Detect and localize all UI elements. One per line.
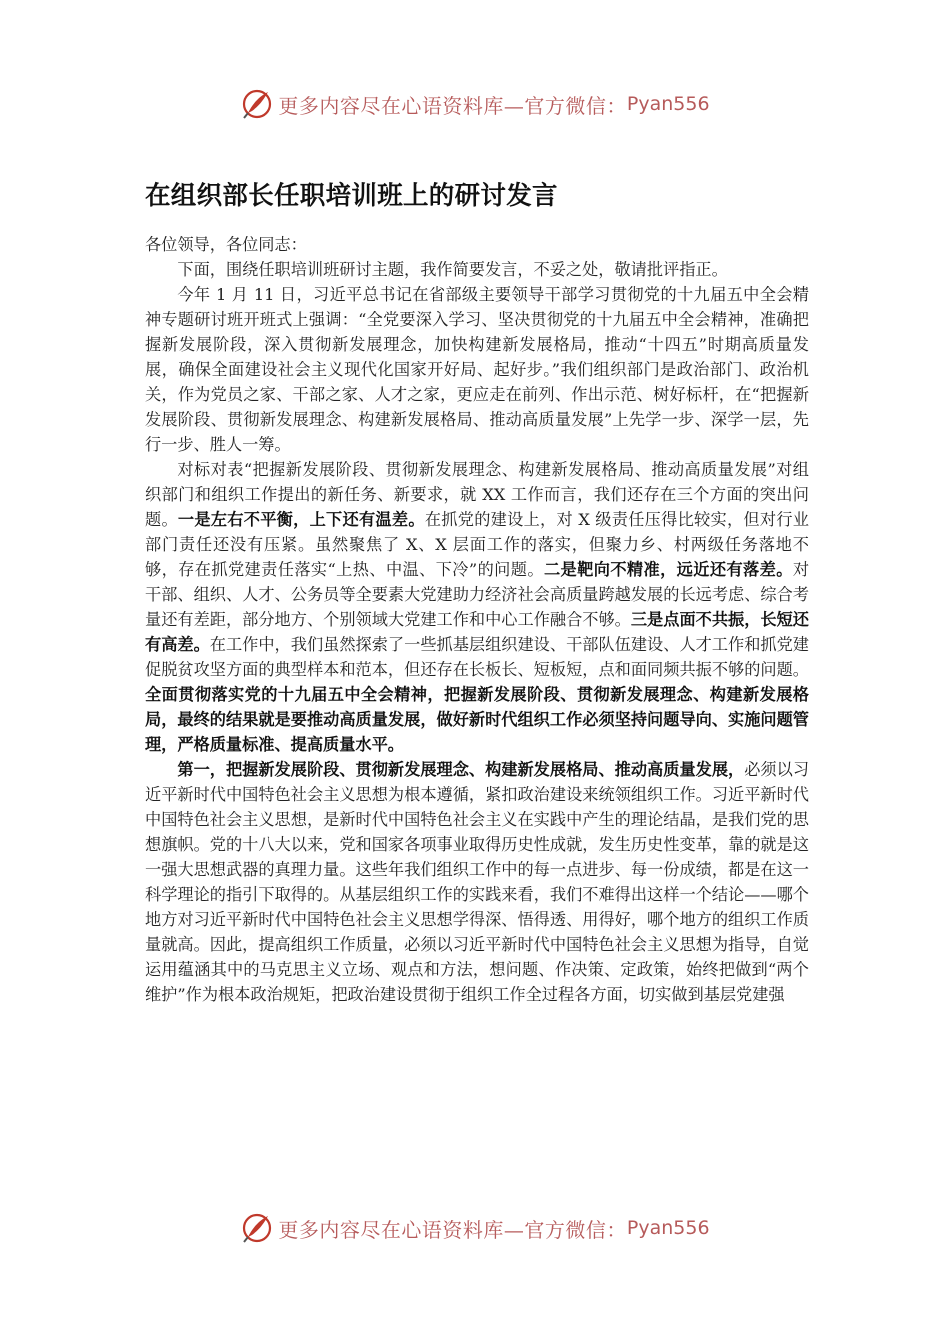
bold-point-2: 二是靶向不精准，远近还有落差。 <box>543 560 793 579</box>
feather-logo-icon <box>240 1211 274 1245</box>
text-segment: 必须以习近平新时代中国特色社会主义思想为根本遵循，紧扣政治建设来统领组织工作。习近平新时代中国特色社会主义思想，是新时代中国特色社会主义在实践中产生的理论结晶，是我们党的思想旗帜。党的十八大以来，党和国家各项事业取得历史性成就，发生历史性变革，靠的就是这一强大思想武器的真理力量。这些年我们组织工作中的每一点进步、每一份成绩，都是在这一科学理论的指引下取得的。从基层组织工作的实践来看，我们不难得出这样一个结论——哪个地方对习近平新时代中国特色社会主义思想学得深、悟得透、用得好，哪个地方的组织工作质量就高。因此，提高组织工作质量，必须以习近平新时代中国特色社会主义思想为指导，自觉运用蕴涵其中的马克思主义立场、观点和方法，想问题、作决策、定政策，始终把做到“两个维护”作为根本政治规矩，把政治建设贯彻于组织工作全过程各方面，切实做到基层党建强 <box>145 760 810 1004</box>
banner-wechat-id: Pyan556 <box>626 1217 710 1239</box>
bold-summary: 全面贯彻落实党的十九届五中全会精神，把握新发展阶段、贯彻新发展理念、构建新发展格局，最终的结果就是要推动高质量发展，做好新时代组织工作必须坚持问题导向、实施问题管理，严格质量标准、提高质量水平。 <box>145 685 809 754</box>
text-segment: 对干部、组织、人才、公务员等全要素大党建助力经济社会高质量跨越发展的长远考虑、综合考量还有差距，部分地方、个别领域大党建工作和中心工作融合不够。 <box>145 560 809 629</box>
paragraph-problems <box>145 457 809 757</box>
banner-wechat-id: Pyan556 <box>626 93 710 115</box>
text-segment: 在抓党的建设上，对 X 级责任压得比较实，但对行业部门责任还没有压紧。虽然聚焦了 X、X 层面工作的落实，但聚力乡、村两级任务落地不够，存在抓党建责任落实“上热、中温、下冷”的问题。 <box>145 510 809 579</box>
bold-heading-first: 第一，把握新发展阶段、贯彻新发展理念、构建新发展格局、推动高质量发展， <box>177 760 745 779</box>
bold-point-3: 三是点面不共振，长短还有高差。 <box>145 610 809 654</box>
header-banner <box>0 84 950 124</box>
paragraph-first-point <box>145 757 809 1007</box>
document-title: 在组织部长任职培训班上的研讨发言 <box>145 181 558 211</box>
feather-logo-icon <box>240 87 274 121</box>
salutation: 各位领导，各位同志： <box>145 235 307 254</box>
paragraph-intro: 下面，围绕任职培训班研讨主题，我作简要发言，不妥之处，敬请批评指正。 <box>177 260 728 279</box>
text-segment: 对标对表“把握新发展阶段、贯彻新发展理念、构建新发展格局、推动高质量发展”对组织部门和组织工作提出的新任务、新要求，就 XX 工作而言，我们还存在三个方面的突出问题。 <box>145 460 809 529</box>
text-segment: 在工作中，我们虽然探索了一些抓基层组织建设、干部队伍建设、人才工作和抓党建促脱贫攻坚方面的典型样本和范本，但还存在长板长、短板短，点和面同频共振不够的问题。 <box>145 635 809 679</box>
bold-point-1: 一是左右不平衡，上下还有温差。 <box>177 510 425 529</box>
paragraph-quote: 今年 1 月 11 日，习近平总书记在省部级主要领导干部学习贯彻党的十九届五中全会精神专题研讨班开班式上强调：“全党要深入学习、坚决贯彻党的十九届五中全会精神，准确把握新发展阶段，深入贯彻新发展理念，加快构建新发展格局，推动“十四五”时期高质量发展，确保全面建设社会主义现代化国家开好局、起好步。”我们组织部门是政治部门、政治机关，作为党员之家、干部之家、人才之家，更应走在前列、作出示范、树好标杆，在“把握新发展阶段、贯彻新发展理念、构建新发展格局、推动高质量发展”上先学一步、深学一层，先行一步、胜人一筹。 <box>145 285 809 454</box>
footer-banner <box>0 1208 950 1248</box>
banner-text: 更多内容尽在心语资料库—官方微信： <box>278 93 627 118</box>
banner-text: 更多内容尽在心语资料库—官方微信： <box>278 1217 627 1242</box>
document-body <box>145 232 809 1007</box>
